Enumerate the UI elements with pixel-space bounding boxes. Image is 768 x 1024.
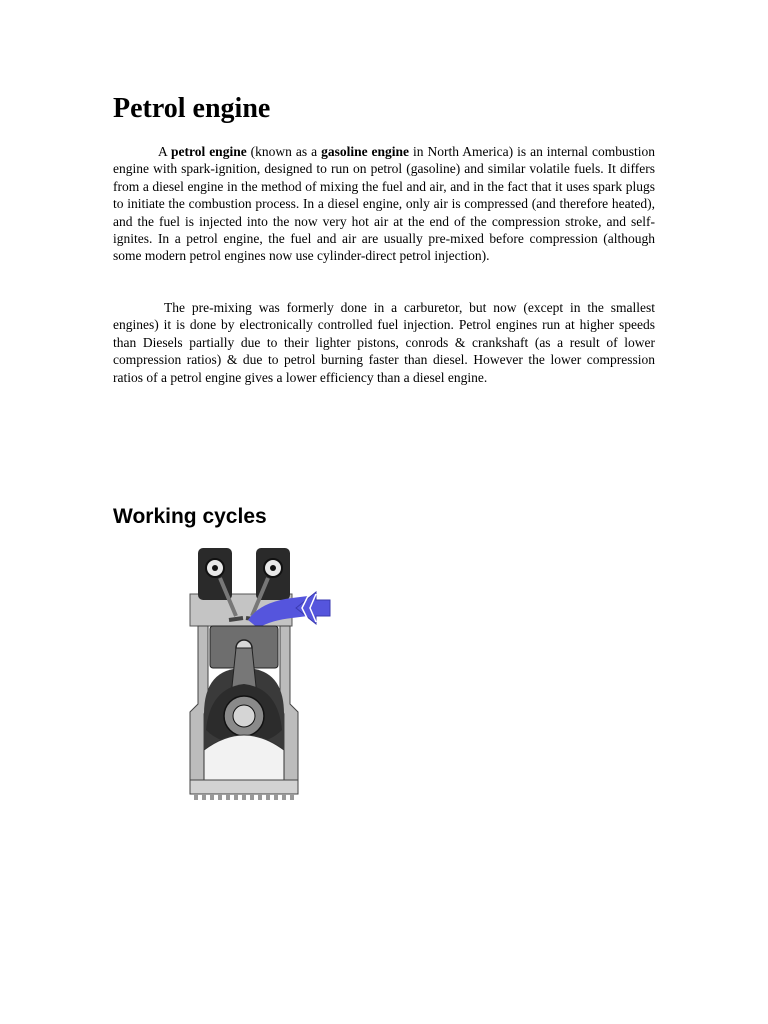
intake-arrow [296, 592, 330, 624]
exhaust-valve-head [229, 618, 243, 620]
crankshaft-journal [233, 705, 255, 727]
term-petrol-engine: petrol engine [170, 144, 247, 159]
intro-paragraph [113, 143, 655, 265]
section-heading-working-cycles: Working cycles [113, 505, 267, 528]
term-gasoline-engine: gasoline engine [321, 144, 410, 159]
sump-fins [194, 794, 294, 800]
page-title: Petrol engine [113, 93, 271, 124]
premixing-paragraph: The pre-mixing was formerly done in a carburetor, but now (except in the smallest engines) it is done by electronically controlled fuel injection. Petrol engines run at higher speeds than Diesels partially due to their lighter pistons, conrods & crankshaft (as a result of lower compression ratios) & due to petrol burning faster than diesel. However the lower compression ratios of a petrol engine gives a lower efficiency than a diesel engine. [113, 300, 655, 385]
sump-pan [190, 780, 298, 794]
engine-cycle-illustration [180, 544, 340, 810]
intro-lead: A [158, 144, 171, 159]
intro-rest: in North America) is an internal combustion engine with spark-ignition, designed to run on petrol (gasoline) and similar volatile fuels. It differs from a diesel engine in the method of mixing the fuel and air, and in the fact that it uses spark plugs to initiate the combustion process. In a diesel engine, only air is compressed (and therefore heated), and the fuel is injected into the now very hot air at the end of the compression stroke, and self-ignites. In a petrol engine, the fuel and air are usually pre-mixed before compression (although some modern petrol engines now use cylinder-direct petrol injection). [113, 144, 656, 264]
camshaft-left-hub [212, 565, 218, 571]
camshaft-right-hub [270, 565, 276, 571]
intro-mid: (known as a [246, 144, 322, 159]
